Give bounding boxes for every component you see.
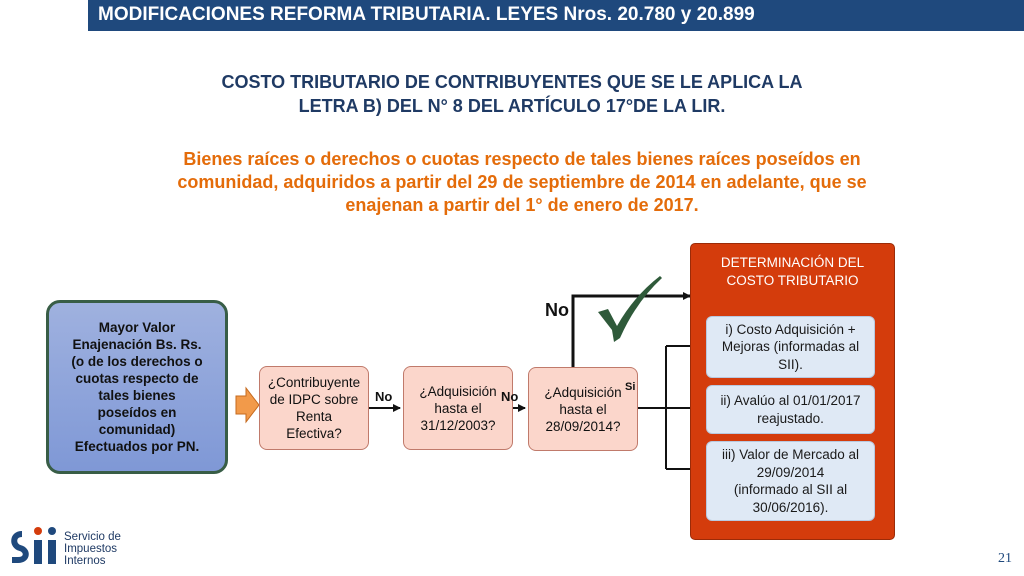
question-box-2003 — [403, 366, 513, 450]
logo-text-line: Internos — [64, 555, 106, 567]
option-box-market-value — [706, 441, 875, 521]
option-line: reajustado. — [757, 410, 824, 426]
logo-text-line: Servicio de — [64, 531, 121, 543]
question-line: ¿Adquisición — [544, 384, 622, 400]
option-box-cost — [706, 316, 875, 378]
question-line: Renta — [295, 409, 333, 424]
option-line: 30/06/2016). — [752, 499, 829, 515]
subtitle-line: COSTO TRIBUTARIO DE CONTRIBUYENTES QUE SE LE APLICA LA — [221, 72, 803, 92]
option-line: SII). — [778, 356, 803, 372]
header-title: MODIFICACIONES REFORMA TRIBUTARIA. LEYES Nros. 20.780 y 20.899 — [98, 4, 755, 25]
start-box-line: cuotas respecto de — [75, 371, 199, 386]
option-line: iii) Valor de Mercado al — [721, 447, 860, 462]
question-line: 31/12/2003? — [420, 417, 496, 433]
start-box-line: (o de los derechos o — [71, 354, 203, 369]
question-line: hasta el — [559, 401, 607, 417]
option-line: Mejoras (informadas al — [721, 339, 860, 355]
question-box-2014 — [528, 367, 638, 451]
question-line: ¿Adquisición — [419, 383, 497, 399]
start-box-line: Mayor Valor — [98, 320, 176, 335]
option-line: ii) Avalúo al 01/01/2017 — [720, 393, 861, 408]
panel-title-line: DETERMINACIÓN DEL — [720, 255, 865, 270]
option-line: 29/09/2014 — [756, 464, 825, 480]
description-line: comunidad, adquiridos a partir del 29 de septiembre de 2014 en adelante, que se — [177, 172, 867, 192]
question-line: de IDPC sobre — [269, 392, 359, 407]
start-box — [46, 300, 228, 474]
description-line: Bienes raíces o derechos o cuotas respecto de tales bienes raíces poseídos en — [183, 149, 861, 169]
logo-text — [64, 531, 121, 567]
description-line: enajenan a partir del 1° de enero de 2017. — [345, 195, 699, 215]
question-box-idpc — [259, 366, 369, 450]
question-line: hasta el — [434, 400, 482, 416]
edge-label-no: No — [501, 389, 519, 404]
orange-arrow-icon — [236, 388, 259, 422]
option-line: i) Costo Adquisición + — [725, 321, 856, 337]
subtitle-line: LETRA B) DEL N° 8 DEL ARTÍCULO 17°DE LA LIR. — [298, 96, 726, 116]
start-box-line: tales bienes — [98, 388, 176, 403]
start-box-line: Efectuados por PN. — [74, 439, 200, 454]
panel-title-line: COSTO TRIBUTARIO — [726, 273, 859, 288]
question-line: Efectiva? — [286, 426, 342, 441]
question-line: 28/09/2014? — [545, 418, 621, 434]
edge-label-si: Si — [625, 381, 636, 393]
start-box-line: poseídos en — [97, 405, 177, 420]
start-box-line: Enajenación Bs. Rs. — [72, 337, 202, 352]
option-box-appraisal — [706, 385, 875, 434]
page-number: 21 — [998, 551, 1012, 566]
edge-label-no: No — [375, 389, 393, 404]
option-line: (informado al SII al — [733, 482, 848, 497]
panel-title — [691, 254, 894, 290]
question-line: ¿Contribuyente — [267, 375, 361, 390]
logo-text-line: Impuestos — [64, 543, 118, 555]
edge-label-no-top: No — [545, 300, 569, 320]
start-box-line: comunidad) — [98, 422, 176, 437]
checkmark-icon — [598, 276, 662, 342]
